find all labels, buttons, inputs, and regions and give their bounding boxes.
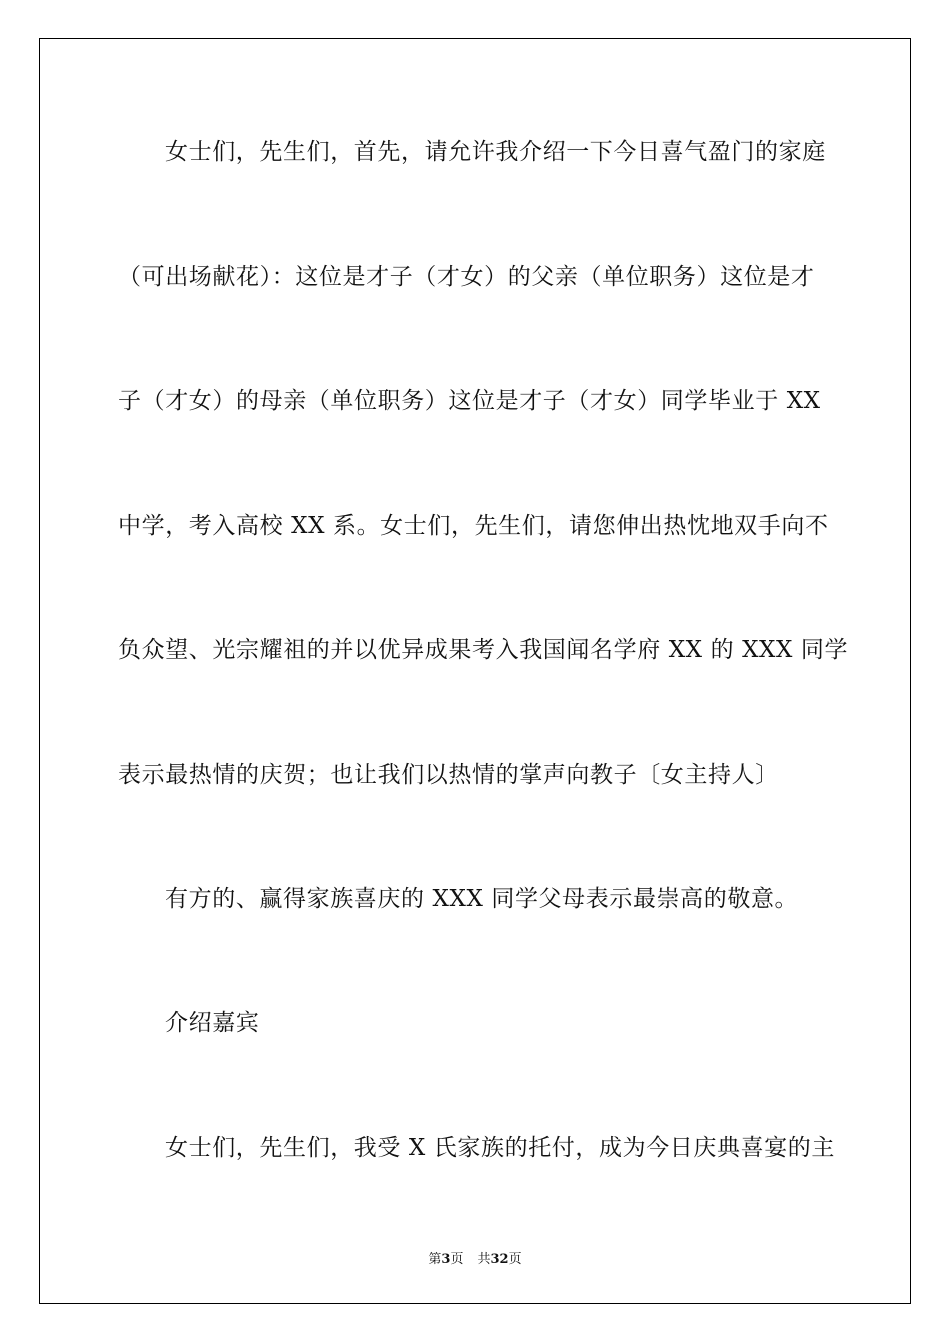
paragraph-line-3: 子（才女）的母亲（单位职务）这位是才子（才女）同学毕业于 XX: [118, 388, 821, 414]
footer-page-prefix: 第: [428, 1252, 442, 1267]
paragraph-line-7: 有方的、赢得家族喜庆的 XXX 同学父母表示最崇高的敬意。: [165, 886, 799, 912]
footer-page-current: 3: [441, 1252, 451, 1267]
paragraph-line-9: 女士们，先生们，我受 X 氏家族的托付，成为今日庆典喜宴的主: [165, 1135, 835, 1161]
page-border: [39, 38, 911, 1304]
paragraph-line-2: （可出场献花）：这位是才子（才女）的父亲（单位职务）这位是才: [118, 264, 815, 290]
paragraph-line-4: 中学，考入高校 XX 系。女士们，先生们，请您伸出热忱地双手向不: [118, 513, 829, 539]
section-heading-guests: 介绍嘉宾: [165, 1010, 260, 1036]
footer-total-prefix: 共: [477, 1252, 491, 1267]
paragraph-line-1: 女士们，先生们，首先，请允许我介绍一下今日喜气盈门的家庭: [165, 139, 826, 165]
paragraph-line-6: 表示最热情的庆贺；也让我们以热情的掌声向教子〔女主持人〕: [118, 762, 779, 788]
footer-page-total: 32: [490, 1252, 509, 1267]
footer-page-suffix: 页: [450, 1252, 464, 1267]
paragraph-line-5: 负众望、光宗耀祖的并以优异成果考入我国闻名学府 XX 的 XXX 同学: [118, 637, 849, 663]
footer-total-suffix: 页: [508, 1252, 522, 1267]
page-footer: [0, 1248, 950, 1267]
